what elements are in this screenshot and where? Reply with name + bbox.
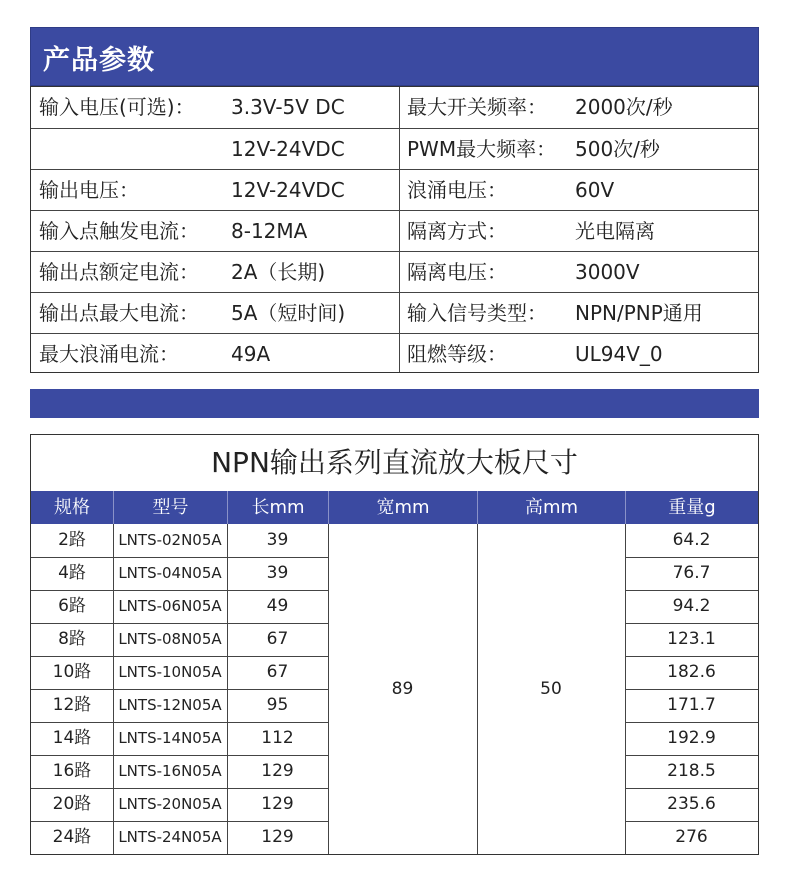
params-title: 产品参数 xyxy=(43,45,155,76)
dimensions-cell-weight: 235.6 xyxy=(667,794,716,814)
dimensions-cell-length: 39 xyxy=(266,530,289,550)
dimensions-cell-length: 39 xyxy=(266,563,289,583)
dimensions-cell-model: LNTS-02N05A xyxy=(118,531,222,549)
dimensions-header-cell: 型号 xyxy=(113,491,227,524)
dimensions-cell-spec: 20路 xyxy=(52,794,92,814)
params-r-value: 3000V xyxy=(575,260,640,284)
params-table xyxy=(30,86,759,373)
column-separator xyxy=(477,524,478,854)
params-l-value: 2A（长期) xyxy=(231,260,326,284)
dimensions-header-cell: 长mm xyxy=(227,491,328,524)
dimensions-cell-model: LNTS-14N05A xyxy=(118,729,222,747)
params-r-label: 最大开关频率： xyxy=(407,95,547,119)
dimensions-cell-weight: 192.9 xyxy=(667,728,716,748)
params-r-value: 60V xyxy=(575,178,615,202)
params-r-label: 隔离方式： xyxy=(407,219,507,243)
dimensions-cell-spec: 14路 xyxy=(52,728,92,748)
dimensions-cell-length: 95 xyxy=(266,695,289,715)
dimensions-cell-length: 67 xyxy=(266,629,289,649)
dimensions-cell-model: LNTS-24N05A xyxy=(118,828,222,846)
dimensions-cell-weight: 123.1 xyxy=(667,629,716,649)
column-separator xyxy=(328,524,329,854)
dimensions-cell-length: 129 xyxy=(261,794,294,814)
dimensions-table xyxy=(30,434,759,855)
dimensions-cell-weight: 218.5 xyxy=(667,761,716,781)
params-row xyxy=(31,251,758,293)
column-separator xyxy=(113,524,114,854)
dimensions-header-cell: 规格 xyxy=(54,497,90,518)
params-header-bar xyxy=(30,27,759,86)
dimensions-cell-length: 67 xyxy=(266,662,289,682)
dimensions-height-merged: 50 xyxy=(540,679,562,699)
params-row xyxy=(31,169,758,211)
dimensions-header-cell: 高mm xyxy=(477,491,625,524)
dimensions-cell-weight: 171.7 xyxy=(667,695,716,715)
params-l-label: 最大浪涌电流： xyxy=(39,342,179,366)
params-l-value: 12V-24VDC xyxy=(231,178,345,202)
params-r-value: 2000次/秒 xyxy=(575,95,673,119)
dimensions-cell-spec: 16路 xyxy=(52,761,92,781)
dimensions-cell-weight: 94.2 xyxy=(672,596,711,616)
dimensions-cell-spec: 24路 xyxy=(52,827,92,847)
params-l-label: 输出点最大电流： xyxy=(39,301,199,325)
dimensions-cell-length: 129 xyxy=(261,761,294,781)
section-divider-bar xyxy=(30,389,759,418)
column-separator xyxy=(227,524,228,854)
params-r-label: 输入信号类型： xyxy=(407,301,547,325)
params-l-value: 5A（短时间) xyxy=(231,301,346,325)
params-row xyxy=(31,333,758,375)
dimensions-title: NPN输出系列直流放大板尺寸 xyxy=(211,446,578,479)
params-l-label: 输出电压： xyxy=(39,178,139,202)
params-l-value: 49A xyxy=(231,342,271,366)
params-r-label: 隔离电压： xyxy=(407,260,507,284)
params-l-value: 3.3V-5V DC xyxy=(231,95,345,119)
dimensions-cell-weight: 76.7 xyxy=(672,563,711,583)
dimensions-cell-spec: 10路 xyxy=(52,662,92,682)
dimensions-cell-model: LNTS-16N05A xyxy=(118,762,222,780)
params-row xyxy=(31,128,758,170)
dimensions-cell-model: LNTS-06N05A xyxy=(118,597,222,615)
dimensions-header-cell: 重量g xyxy=(625,491,758,524)
dimensions-cell-spec: 12路 xyxy=(52,695,92,715)
dimensions-cell-model: LNTS-12N05A xyxy=(118,696,222,714)
dimensions-cell-length: 49 xyxy=(266,596,289,616)
dimensions-cell-weight: 276 xyxy=(675,827,708,847)
dimensions-cell-spec: 8路 xyxy=(58,629,86,649)
dimensions-cell-model: LNTS-08N05A xyxy=(118,630,222,648)
params-row xyxy=(31,292,758,334)
dimensions-header-row xyxy=(31,491,758,524)
dimensions-cell-model: LNTS-10N05A xyxy=(118,663,222,681)
dimensions-header-cell: 宽mm xyxy=(328,491,477,524)
dimensions-cell-length: 112 xyxy=(261,728,294,748)
dimensions-cell-spec: 6路 xyxy=(58,596,86,616)
dimensions-cell-weight: 182.6 xyxy=(667,662,716,682)
params-r-label: 阻燃等级： xyxy=(407,342,507,366)
dimensions-cell-model: LNTS-20N05A xyxy=(118,795,222,813)
dimensions-cell-spec: 2路 xyxy=(58,530,86,550)
dimensions-width-merged: 89 xyxy=(391,679,414,699)
params-r-label: PWM最大频率： xyxy=(407,137,557,161)
params-l-label: 输入点触发电流： xyxy=(39,219,199,243)
dimensions-cell-length: 129 xyxy=(261,827,294,847)
params-l-label: 输出点额定电流： xyxy=(39,260,199,284)
params-l-label: 输入电压(可选)： xyxy=(39,95,195,119)
params-row xyxy=(31,210,758,252)
params-r-value: UL94V_0 xyxy=(575,342,663,366)
column-separator xyxy=(625,524,626,854)
params-l-value: 12V-24VDC xyxy=(231,137,345,161)
params-r-value: 500次/秒 xyxy=(575,137,660,161)
params-l-value: 8-12MA xyxy=(231,219,308,243)
params-row xyxy=(31,87,758,128)
params-r-value: NPN/PNP通用 xyxy=(575,301,703,325)
dimensions-cell-spec: 4路 xyxy=(58,563,86,583)
params-r-value: 光电隔离 xyxy=(575,219,655,243)
dimensions-cell-weight: 64.2 xyxy=(672,530,711,550)
params-r-label: 浪涌电压： xyxy=(407,178,507,202)
dimensions-cell-model: LNTS-04N05A xyxy=(118,564,222,582)
